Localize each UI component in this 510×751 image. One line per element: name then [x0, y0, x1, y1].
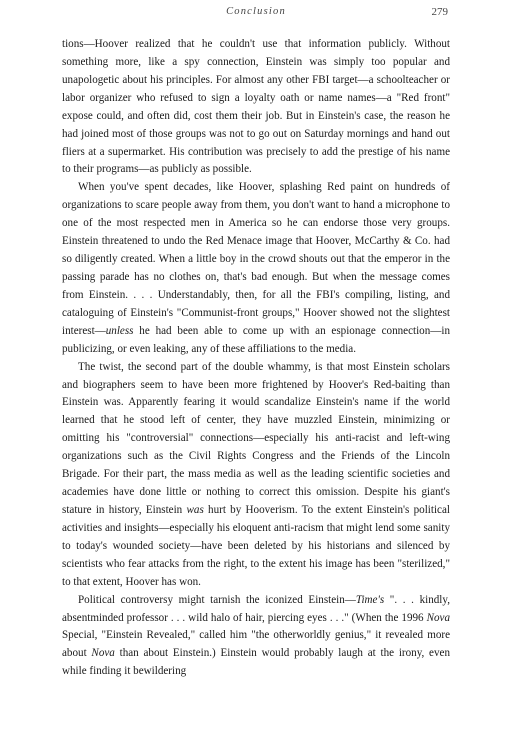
emphasis-text: Nova: [91, 647, 115, 660]
text-segment: The twist, the second part of the double whammy, is that most Einstein scholars and biographers seem to have been more frightened by Hoover's Red-baiting than Einstein was. Apparently fearing it would scandalize Einstein's name if the world learned that he stood left of center, they have muzzled Einstein, minimizing or omitting his "controversial" connections—especially his anti-racist and left-wing organizations such as the Civil Rights Congress and the Friends of the Lincoln Brigade. For their part, the mass media as well as the leading scientific societies and academies have done little or nothing to correct this omission. Despite his giant's stature in history, Einstein: [62, 360, 450, 516]
text-segment: hurt by Hooverism. To the extent Einstein's political activities and insights—especially his eloquent anti-racism that might lend some sanity to today's wounded society—have been deleted by his historians and silenced by scientists who fear attacks from the right, to the extent his image has been "sterilized," to that extent, Hoover has won.: [62, 503, 450, 588]
emphasis-text: Time's: [355, 593, 385, 606]
running-head: Conclusion: [226, 6, 286, 17]
text-segment: Special, "Einstein Revealed," called him "the otherworldly genius," it revealed more about: [62, 629, 450, 660]
emphasis-text: was: [186, 503, 204, 516]
text-segment: tions—Hoover realized that he couldn't use that information publicly. Without something more, like a spy connection, Einstein was simply too popular and unapologetic about his principles. For almost any other FBI target—a schoolteacher or labor organizer who refused to sign a loyalty oath or name names—a "Red front" expose could, and often did, cost them their job. But in Einstein's case, the reason he had joined most of those groups was not to go out on Saturday mornings and hand out fliers at a supermarket. His contribution was precisely to add the prestige of his name to their programs—as publicly as possible.: [62, 38, 450, 176]
body-text: [62, 36, 450, 681]
emphasis-text: unless: [105, 324, 134, 337]
paragraph-2: [62, 179, 450, 358]
emphasis-text: Nova: [426, 611, 450, 624]
paragraph-1: [62, 36, 450, 179]
paragraph-3: [62, 359, 450, 592]
page-header: [62, 6, 450, 22]
text-segment: When you've spent decades, like Hoover, splashing Red paint on hundreds of organizations to scare people away from them, you don't want to hand a microphone to one of the most respected men in America so he can endorse those very groups. Einstein threatened to undo the Red Menace image that Hoover, McCarthy & Co. had so diligently created. When a little boy in the crowd shouts out that the emperor in the passing parade has no clothes on, that's bad enough. But when the message comes from Einstein. . . . Understandably, then, for all the FBI's compiling, listing, and cataloguing of Einstein's "Communist-front groups," Hoover showed not the slightest interest—: [62, 181, 450, 337]
page-number: 279: [431, 6, 448, 18]
text-segment: Political controversy might tarnish the iconized Einstein—: [78, 593, 356, 606]
text-segment: than about Einstein.) Einstein would probably laugh at the irony, even while finding it bewildering: [62, 647, 450, 678]
text-segment: he had been able to come up with an espionage connection—in publicizing, or even leaking, any of these affiliations to the media.: [62, 324, 450, 355]
text-segment: ". . . kindly, absentminded professor . . . wild halo of hair, piercing eyes . . ." (When the 1996: [62, 593, 450, 624]
paragraph-4: [62, 592, 450, 682]
